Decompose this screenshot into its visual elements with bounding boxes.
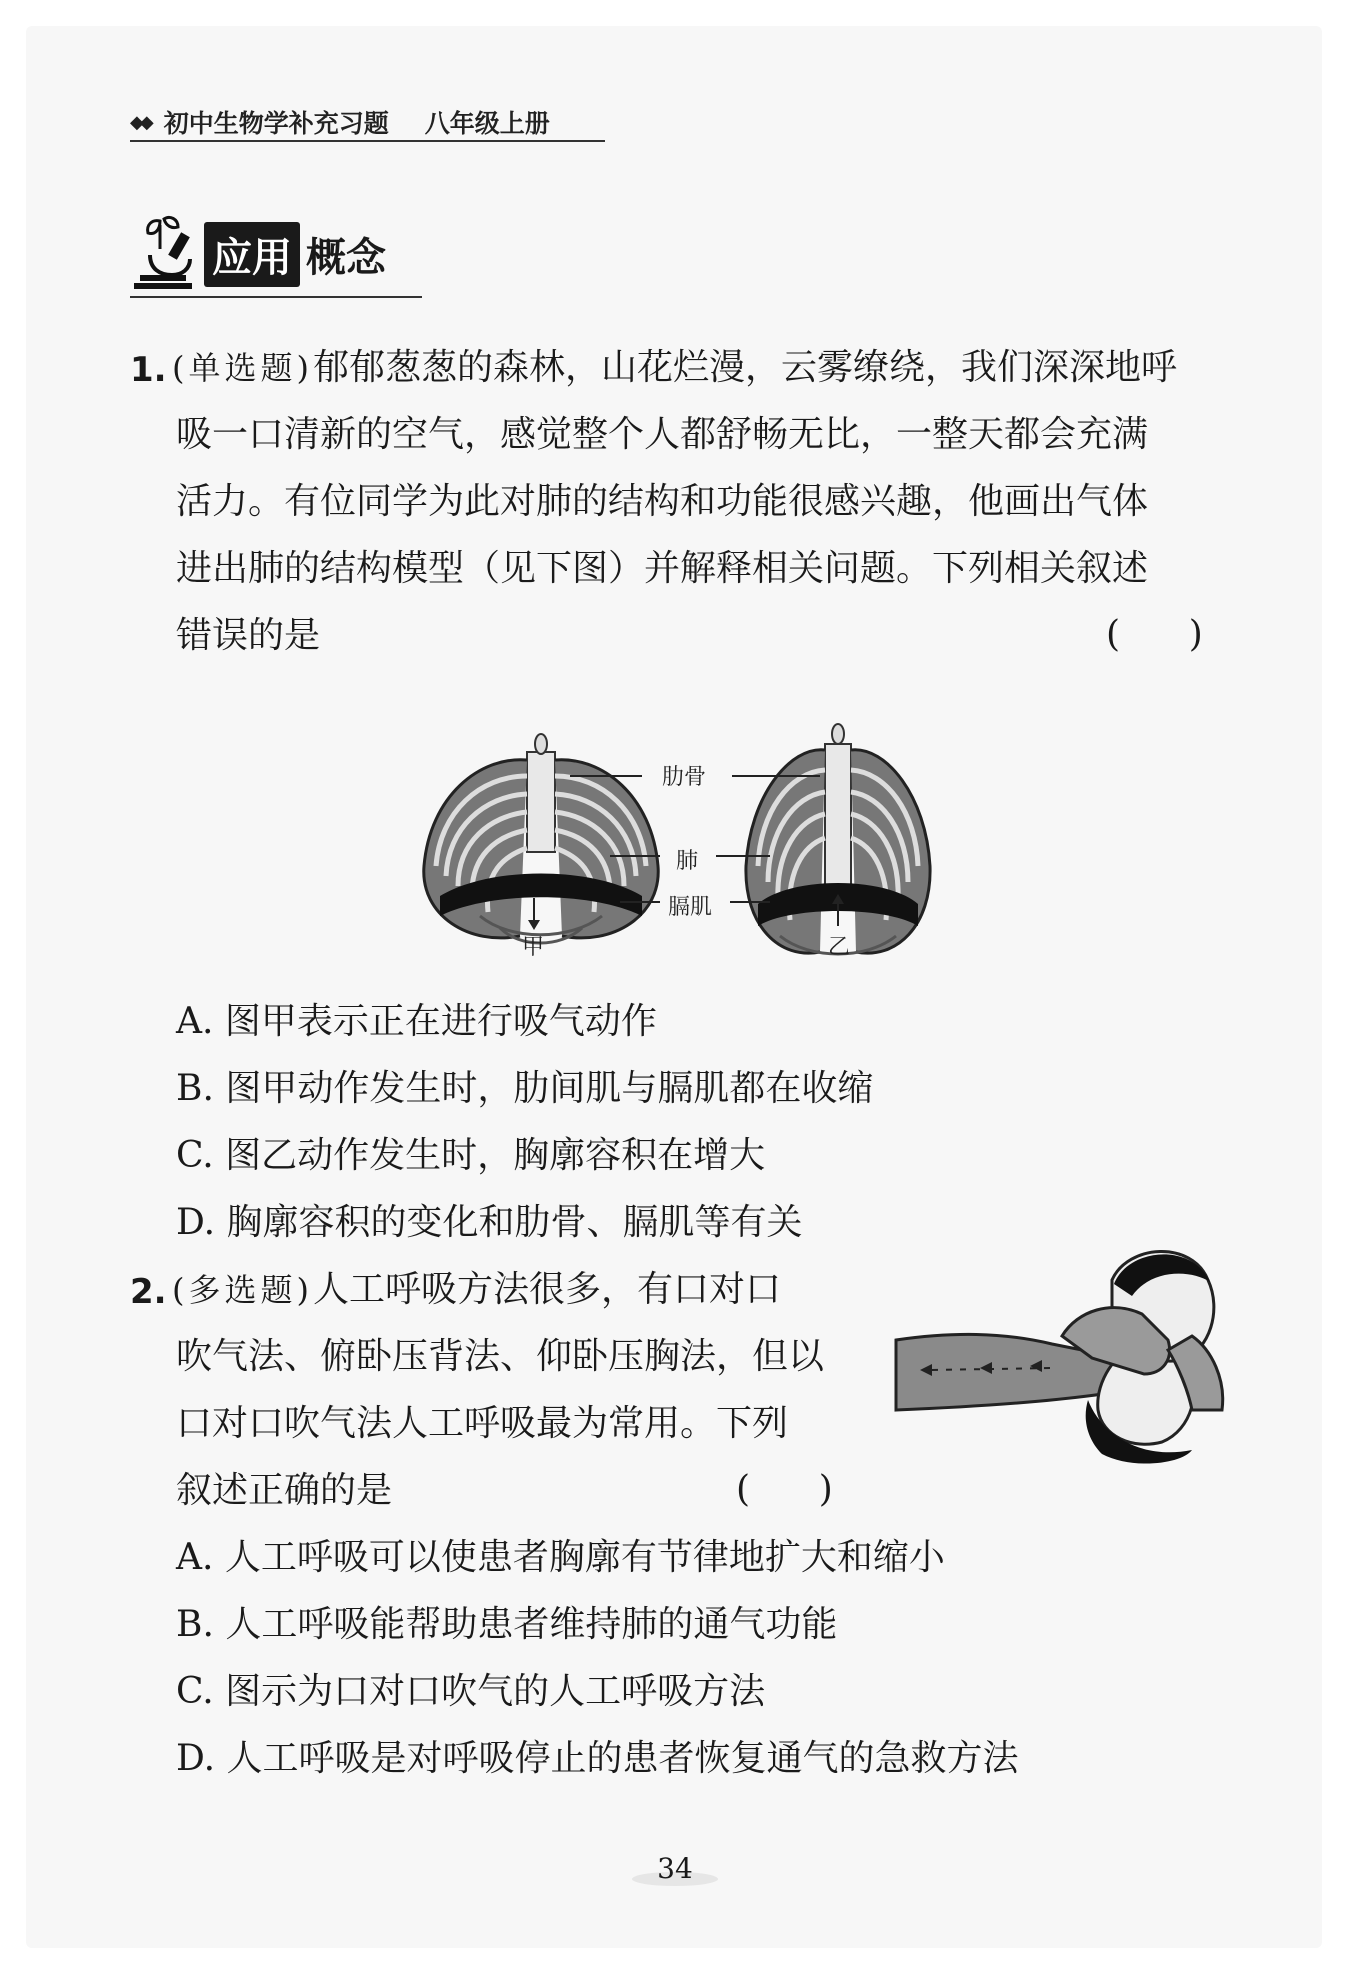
caption-yi: 乙 [828, 935, 851, 960]
question-1-type: (单选题) [172, 349, 313, 387]
question-1-line-3: 活力。有位同学为此对肺的结构和功能很感兴趣，他画出气体 [176, 481, 1149, 522]
question-1-text-1: 郁郁葱葱的森林，山花烂漫，云雾缭绕，我们深深地呼 [312, 347, 1177, 388]
question-2-option-a[interactable]: A. 人工呼吸可以使患者胸廓有节律地扩大和缩小 [176, 1537, 945, 1578]
grade-label: 八年级上册 [424, 109, 550, 138]
question-2-line-1 [172, 1270, 781, 1310]
question-1-option-c[interactable]: C. 图乙动作发生时，胸廓容积在增大 [176, 1135, 766, 1176]
question-1-option-d[interactable]: D. 胸廓容积的变化和肋骨、膈肌等有关 [176, 1202, 803, 1243]
question-2-text-1: 人工呼吸方法很多，有口对口 [312, 1269, 781, 1310]
ribcage-left [424, 734, 658, 943]
section-title [130, 212, 386, 296]
page-number: 34 [657, 1852, 693, 1885]
question-2-option-b[interactable]: B. 人工呼吸能帮助患者维持肺的通气功能 [176, 1604, 838, 1645]
header-rule [130, 140, 605, 142]
caption-jia: 甲 [522, 935, 545, 960]
label-lung: 肺 [676, 849, 699, 874]
question-1-number: 1. [130, 350, 167, 390]
question-2-answer-blank[interactable]: ( ) [736, 1469, 833, 1510]
question-1-line-5: 错误的是 [176, 615, 321, 656]
question-1-line-4: 进出肺的结构模型（见下图）并解释相关问题。下列相关叙述 [176, 548, 1149, 589]
question-1-line-1 [172, 348, 1177, 388]
question-1-option-b[interactable]: B. 图甲动作发生时，肋间肌与膈肌都在收缩 [176, 1068, 874, 1109]
running-header [130, 100, 550, 144]
microscope-plant-icon [130, 215, 198, 293]
diamond-bullet-icon: ◆◆ [130, 111, 150, 133]
question-2-number: 2. [130, 1272, 167, 1312]
book-title: 初中生物学补充习题 [163, 109, 389, 138]
question-2-line-2: 吹气法、俯卧压背法、仰卧压胸法，但以 [176, 1336, 825, 1377]
question-1-answer-blank[interactable]: ( ) [1106, 614, 1203, 655]
ribcage-diagram [420, 716, 940, 970]
section-title-rest: 概念 [306, 234, 386, 281]
question-2-option-c[interactable]: C. 图示为口对口吹气的人工呼吸方法 [176, 1671, 766, 1712]
question-2-line-3: 口对口吹气法人工呼吸最为常用。下列 [176, 1403, 789, 1444]
section-title-boxed: 应用 [204, 222, 300, 287]
question-1-line-2: 吸一口清新的空气，感觉整个人都舒畅无比，一整天都会充满 [176, 414, 1149, 455]
page-background [26, 26, 1322, 1948]
question-2-type: (多选题) [172, 1271, 313, 1309]
label-rib: 肋骨 [662, 765, 707, 790]
question-2-line-4: 叙述正确的是 [176, 1470, 393, 1511]
section-rule [130, 296, 422, 298]
cpr-illustration [892, 1240, 1228, 1476]
label-diaphragm: 膈肌 [668, 895, 713, 920]
question-1-option-a[interactable]: A. 图甲表示正在进行吸气动作 [176, 1001, 657, 1042]
question-2-option-d[interactable]: D. 人工呼吸是对呼吸停止的患者恢复通气的急救方法 [176, 1738, 1019, 1779]
